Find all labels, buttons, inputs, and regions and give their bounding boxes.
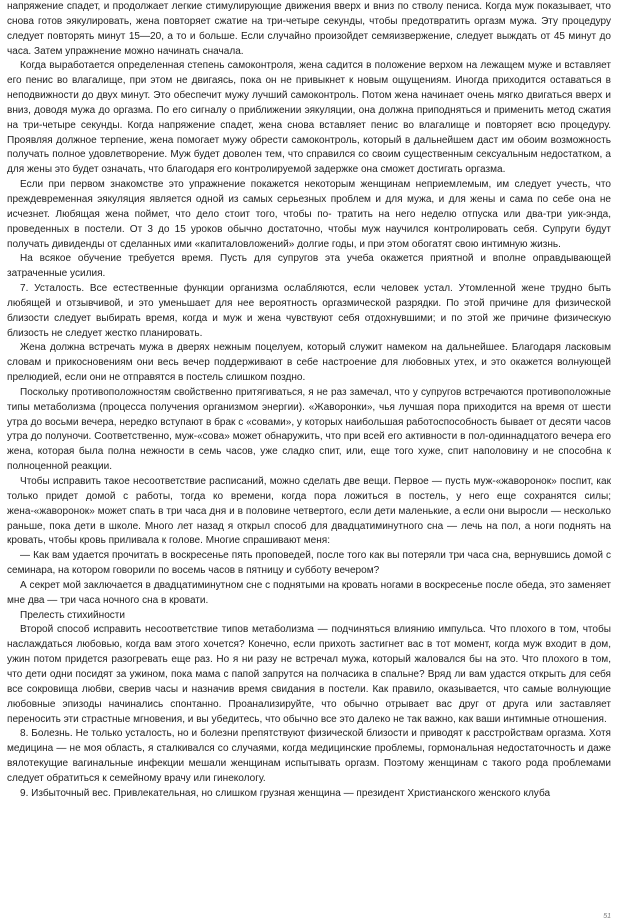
paragraph-2: Когда выработается определенная степень самоконтроля, жена садится в положение верхом на лежащем муже и вставляет его пенис во влагалище, при этом не двигаясь, пока он не привыкнет к новым ощущениям. Иногда приходится оставаться в неподвижности до двух минут. Это обеспечит мужу лучший самоконтроль. Потом жена начинает очень мягко двигаться вверх и вниз, доводя мужа до оргазма. По его сигналу о приближении эякуляции, она должна приподняться и применить метод сжатия на три-четыре секунды. Когда напряжение спадет, жена снова вставляет пенис во влагалище и повторяет всю процедуру. Проявляя должное терпение, жена помогает мужу обрести самоконтроль, который в дальнейшем даст им обоим возможность получать полное удовлетворение. Муж будет доволен тем, что справился со своим существенным сексуальным недостатком, а для жены это будет означать, что благодаря его контролируемой задержке она сможет достигать оргазма. — [7, 60, 611, 176]
paragraph-6: Жена должна встречать мужа в дверях нежным поцелуем, который служит намеком на дальнейшее. Благодаря ласковым словам и прикосновениям они весь вечер поддерживают в себе настроение для любовных утех, и это окажется волнующей прелюдией, если они не отправятся в постель слишком поздно. — [7, 342, 611, 384]
paragraph-8: Чтобы исправить такое несоответствие расписаний, можно сделать две вещи. Первое — пусть муж-«жаворонок» поспит, как только придет домой с работы, тогда ко времени, когда пора ложиться в постель, у него еще сохранятся силы; жена-«жаворонок» может спать в три часа дня и в половине четвертого, если дети маленькие, а если они выросли — несколько раньше, пока дети в школе. Много лет назад я открыл способ для двадцатиминутного сна — лечь на пол, а ноги поднять на кровать, чтобы кровь приливала к голове. Многие спрашивают меня: — [7, 476, 611, 547]
paragraph-10: А секрет мой заключается в двадцатиминутном сне с поднятыми на кровать ногами в воскресенье после обеда, это заменяет мне два — три часа ночного сна в кровати. — [7, 579, 611, 606]
page-number: 51 — [603, 913, 611, 920]
section-heading: Прелесть стихийности — [20, 609, 126, 621]
paragraph-1: напряжение спадет, и продолжает легкие стимулирующие движения вверх и вниз по стволу пениса. Когда муж показывает, что снова готов эякулировать, жена повторяет сжатие на три-четыре секунды, чтобы предотвратить оргазм мужа. Эту процедуру следует повторять минут 15—20, а то и больше. Если случайно произойдет семяизвержение, следует выждать от 45 минут до часа. Затем упражнение можно начинать сначала. — [7, 1, 611, 57]
paragraph-12: 8. Болезнь. Не только усталость, но и болезни препятствуют физической близости и приводят к расстройствам оргазма. Хотя медицина — не моя область, я сталкивался со случаями, когда медицинские проблемы, гормональная недостаточность и даже вялотекущие вагинальные инфекции мешали женщинам испытывать оргазм. Поэтому женщинам с такого рода проблемами следует обратиться к семейному врачу или гинекологу. — [7, 728, 611, 784]
paragraph-11: Второй способ исправить несоответствие типов метаболизма — подчиняться влиянию импульса. Что плохого в том, чтобы наслаждаться любовью, когда вам этого хочется? Конечно, если прихоть застигнет вас в тот момент, когда муж входит в дом, ужин потом придется разогревать еще раз. Но я ни разу не встречал мужа, который жаловался бы на это. Что плохого в том, что дети одни посидят за ужином, пока мама с папой запрутся на полчасика в спальне? Вряд ли вам удастся открыть для себя все сокровища любви, сверив часы и назначив время свидания в постели. Как правило, оказывается, что самые волнующие любовные эпизоды начинались спонтанно. Проанализируйте, что обычно отрывает вас друг от друга или заставляет переносить эти страстные мгновения, и вы убедитесь, что обычно все это далеко не так важно, как ваши интимные отношения. — [7, 624, 611, 725]
paragraph-7: Поскольку противоположностям свойственно притягиваться, я не раз замечал, что у супругов встречаются противоположные типы метаболизма (процесса получения организмом энергии). «Жаворонки», чья лучшая пора приходится на время от шести утра до восьми вечера, нередко вступают в брак с «совами», у которых наибольшая работоспособность бывает от десяти часов утра до полуночи. Соответственно, муж-«сова» может обнаружить, что при всей его активности в пол-одиннадцатого вечера его жена, которая была полна нежности в семь часов, уже сладко спит, или, еще того хуже, спит наполовину и не способна к полноценной реакции. — [7, 386, 611, 473]
paragraph-4: На всякое обучение требуется время. Пусть для супругов эта учеба окажется приятной и вполне оправдывающей затраченные усилия. — [7, 253, 611, 280]
page-body — [7, 0, 611, 802]
paragraph-9: — Как вам удается прочитать в воскресенье пять проповедей, после того как вы потеряли три часа сна, вернувшись домой с семинара, на котором говорили по восемь часов в пятницу и субботу вечером? — [7, 550, 611, 577]
paragraph-13: 9. Избыточный вес. Привлекательная, но слишком грузная женщина — президент Христианского женского клуба — [20, 787, 551, 799]
paragraph-3: Если при первом знакомстве это упражнение покажется некоторым женщинам неприемлемым, им следует учесть, что преждевременная эякуляция является одной из самых серьезных проблем и для мужа, и для жены и сама по себе она не исчезнет. Любящая жена поймет, что дело стоит того, чтобы по- тратить на него неделю отпуска или два-три уик-энда, проведенных в постели. От 3 до 15 уроков обычно достаточно, чтобы муж научился контролировать себя. Супруги будут получать дивиденды от сделанных ими «капиталовложений» долгие годы, и при этом обогатят свою интимную жизнь. — [7, 179, 611, 250]
paragraph-5: 7. Усталость. Все естественные функции организма ослабляются, если человек устал. Утомленной жене трудно быть любящей и отзывчивой, и это уменьшает для нее вероятность оргазмической разрядки. По этой причине для физической близости следует выбирать время, когда и муж и жена чувствуют себя отдохнувшими; и по этой же причине физическую близость не следует жестко планировать. — [7, 283, 611, 339]
